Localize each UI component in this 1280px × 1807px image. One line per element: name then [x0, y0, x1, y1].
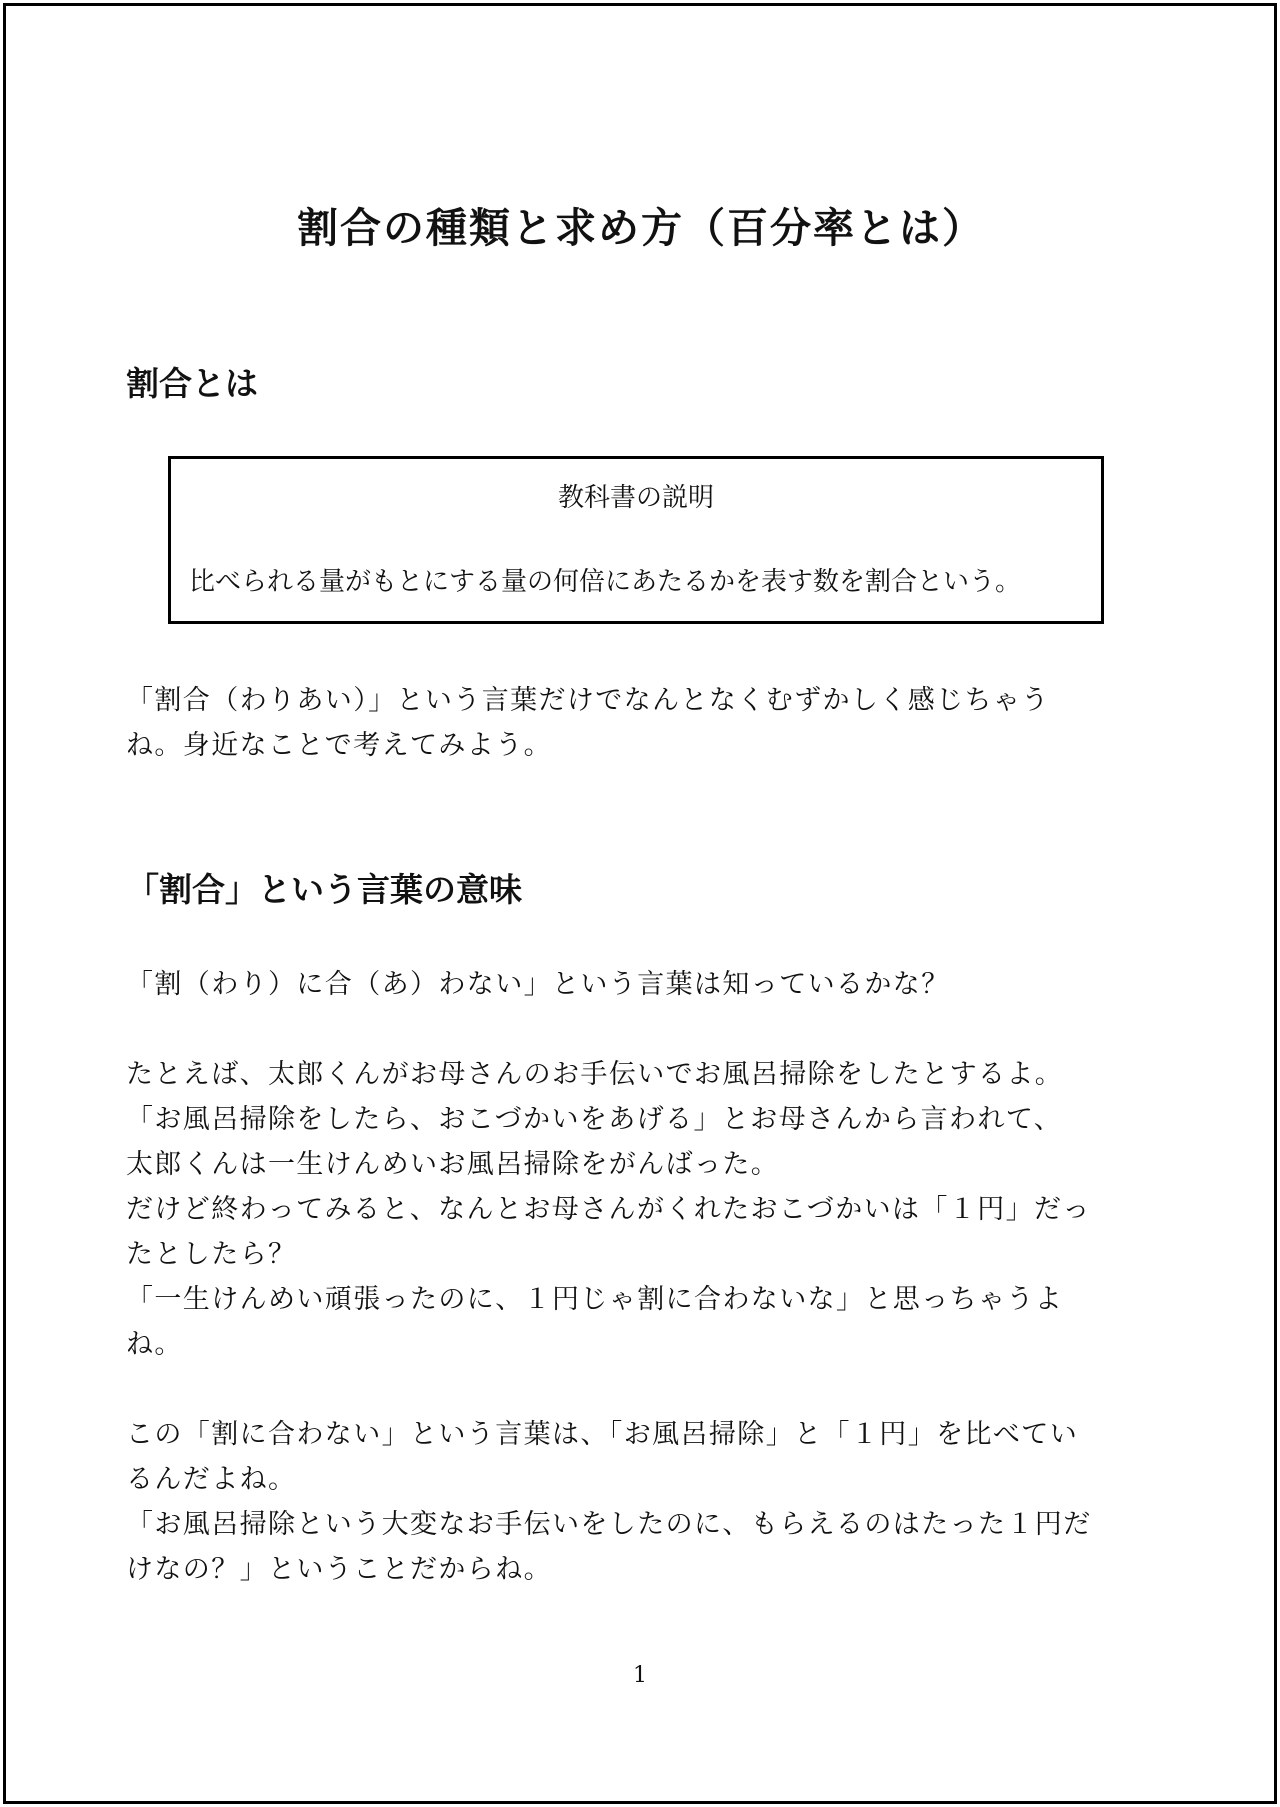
section-heading-ratio: 割合とは — [126, 364, 258, 403]
textbook-box-caption: 教科書の説明 — [557, 483, 714, 513]
page-title: 割合の種類と求め方（百分率とは） — [297, 204, 985, 252]
page-number: 1 — [633, 1663, 647, 1688]
body-line: たとしたら？ — [126, 1239, 297, 1270]
body-line: 太郎くんは一生けんめいお風呂掃除をがんばった。 — [126, 1149, 780, 1180]
intro-line: 「割合（わりあい）」という言葉だけでなんとなくむずかしく感じちゃう — [126, 685, 1050, 716]
body-line: 「お風呂掃除をしたら、おこづかいをあげる」とお母さんから言われて、 — [126, 1104, 1063, 1135]
section-heading-word-meaning: 「割合」という言葉の意味 — [126, 870, 522, 909]
blank-line — [126, 1367, 1126, 1412]
word-meaning-body — [126, 962, 1126, 1592]
intro-paragraph — [126, 678, 1126, 768]
body-line: 「お風呂掃除という大変なお手伝いをしたのに、もらえるのはたった１円だ — [126, 1509, 1092, 1540]
body-line: この「割に合わない」という言葉は、「お風呂掃除」と「１円」を比べてい — [126, 1419, 1079, 1450]
body-line: 「一生けんめい頑張ったのに、１円じゃ割に合わないな」と思っちゃうよ — [126, 1284, 1064, 1315]
textbook-definition-box — [168, 456, 1104, 624]
body-line: たとえば、太郎くんがお母さんのお手伝いでお風呂掃除をしたとするよ。 — [126, 1059, 1064, 1090]
intro-line: ね。身近なことで考えてみよう。 — [126, 730, 552, 761]
textbook-definition-text: 比べられる量がもとにする量の何倍にあたるかを表す数を割合という。 — [189, 567, 1022, 597]
blank-line — [126, 1007, 1126, 1052]
body-line: 「割（わり）に合（あ）わない」という言葉は知っているかな？ — [126, 969, 950, 1000]
body-line: ね。 — [126, 1329, 183, 1360]
body-line: けなの？」ということだからね。 — [126, 1554, 552, 1585]
body-line: るんだよね。 — [126, 1464, 297, 1495]
body-line: だけど終わってみると、なんとお母さんがくれたおこづかいは「１円」だっ — [126, 1194, 1091, 1225]
